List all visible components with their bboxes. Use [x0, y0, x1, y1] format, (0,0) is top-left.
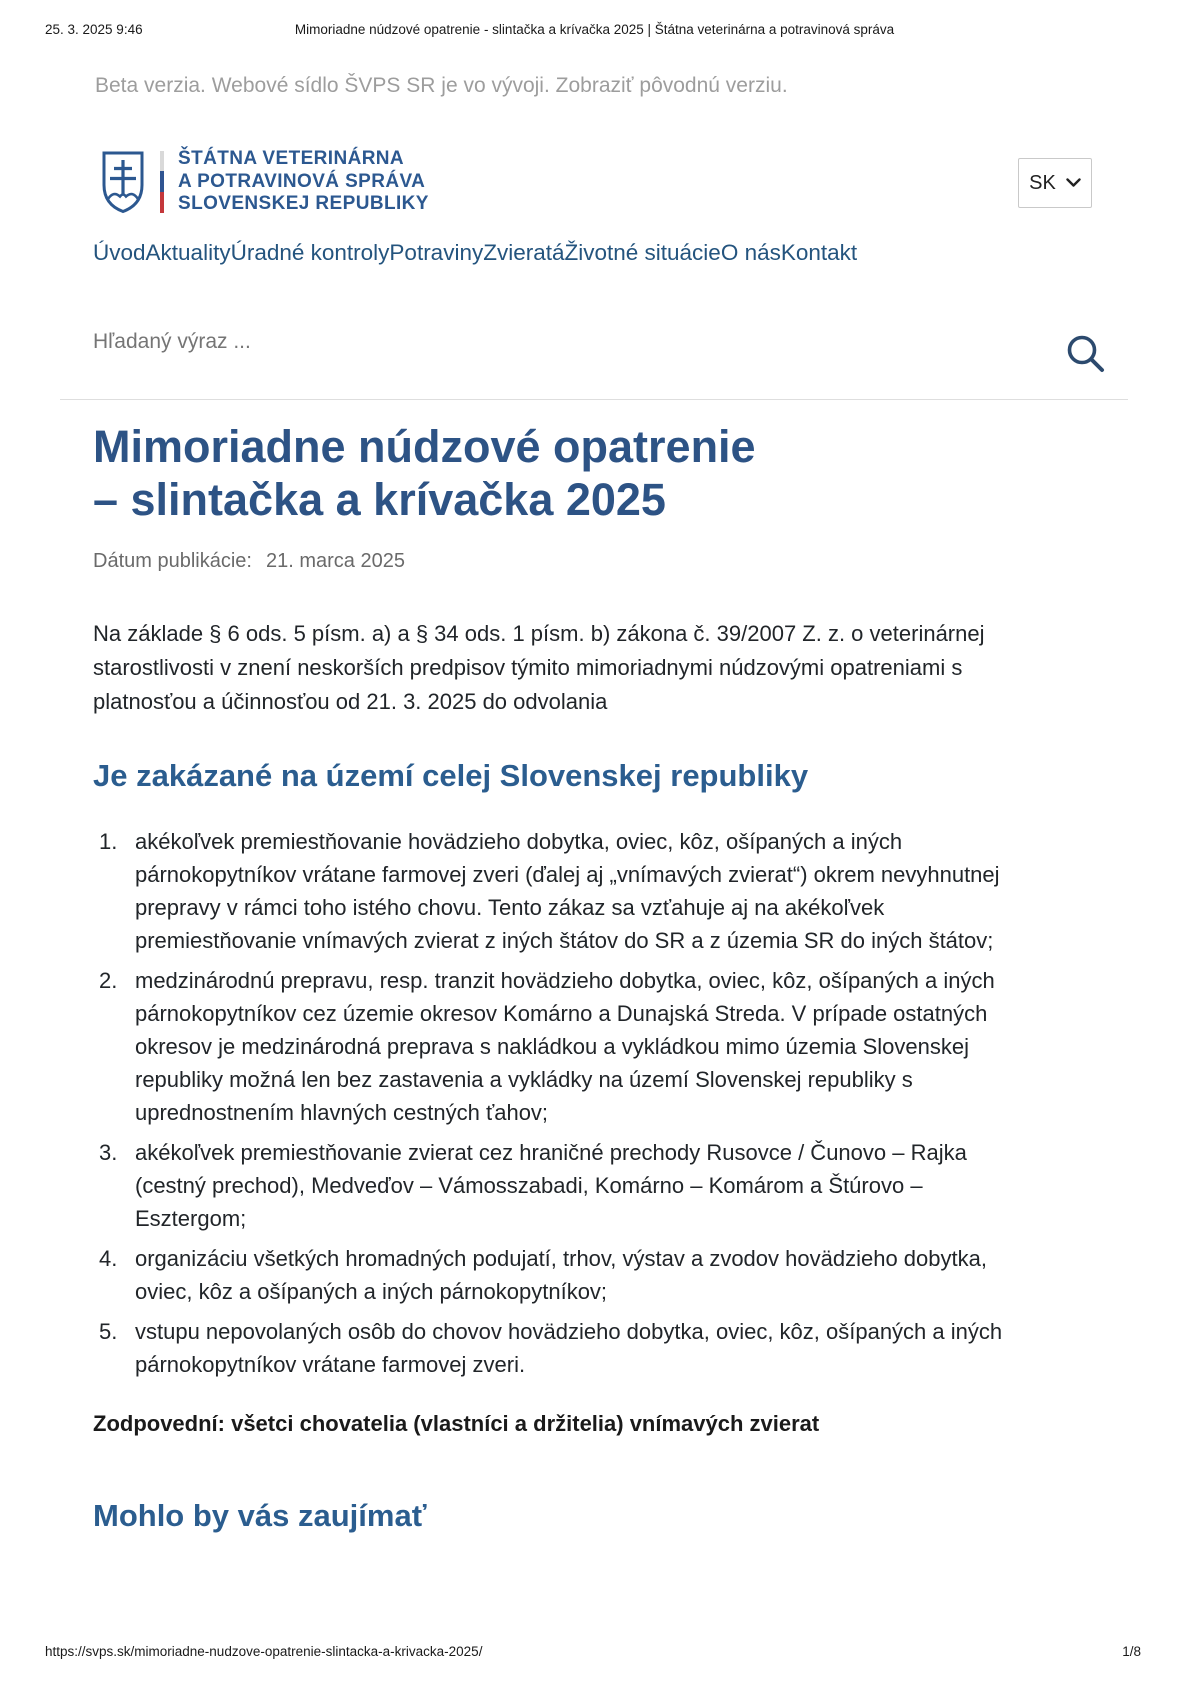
chevron-down-icon: [1066, 178, 1081, 188]
prohibitions-list: [93, 825, 1015, 1381]
print-footer-url: https://svps.sk/mimoriadne-nudzove-opatrenie-slintacka-a-krivacka-2025/: [45, 1644, 483, 1659]
nav-item-uradne-kontroly[interactable]: Úradné kontroly: [230, 240, 390, 265]
search-button[interactable]: [1064, 332, 1108, 376]
print-datetime: 25. 3. 2025 9:46: [45, 22, 143, 37]
flag-stripe-divider: [160, 151, 164, 213]
list-item-3: akékoľvek premiestňovanie zvierat cez hraničné prechody Rusovce / Čunovo – Rajka (cestný prechod), Medveďov – Vámosszabadi, Komárno – Komárom a Štúrovo – Esztergom;: [135, 1140, 967, 1231]
article: [93, 420, 1015, 1534]
section-heading-prohibitions: Je zakázané na území celej Slovenskej republiky: [93, 758, 809, 793]
brand-name: [178, 148, 429, 216]
site-logo[interactable]: [100, 148, 429, 216]
publication-date-value: 21. marca 2025: [265, 550, 405, 572]
responsible-statement: Zodpovední: všetci chovatelia (vlastníci a držitelia) vnímavých zvierat: [93, 1411, 820, 1436]
list-item-1: akékoľvek premiestňovanie hovädzieho dobytka, oviec, kôz, ošípaných a iných párnokopytníkov vrátane farmovej zveri (ďalej aj „vnímavých zvierat“) okrem nevyhnutnej prepravy v rámci toho istého chovu. Tento zákaz sa vzťahuje aj na akékoľvek premiestňovanie vnímavých zvierat z iných štátov do SR a z územia SR do iných štátov;: [135, 829, 1000, 953]
beta-notice-text: Beta verzia. Webové sídlo ŠVPS SR je vo vývoji.: [95, 74, 556, 97]
section-heading-related: Mohlo by vás zaujímať: [93, 1498, 427, 1533]
nav-item-potraviny[interactable]: Potraviny: [389, 240, 484, 265]
intro-paragraph: Na základe § 6 ods. 5 písm. a) a § 34 ods. 1 písm. b) zákona č. 39/2007 Z. z. o veterinárnej starostlivosti v znení neskorších predpisov týmito mimoriadnymi núdzovými opatreniami s platnosťou a účinnosťou od 21. 3. 2025 do odvolania: [93, 621, 985, 714]
search-icon: [1064, 332, 1108, 376]
language-selector[interactable]: [1018, 158, 1092, 208]
publication-date-row: [93, 550, 1015, 573]
page-title: [93, 420, 1015, 526]
publication-date-label: Dátum publikácie:: [93, 550, 252, 572]
page-title-line-1: Mimoriadne núdzové opatrenie: [93, 421, 756, 472]
list-item-5: vstupu nepovolaných osôb do chovov hovädzieho dobytka, oviec, kôz, ošípaných a iných párnokopytníkov vrátane farmovej zveri.: [135, 1319, 1003, 1377]
brand-line-2: A POTRAVINOVÁ SPRÁVA: [178, 170, 426, 192]
search-bar: [60, 310, 1128, 400]
print-header: [45, 22, 1144, 40]
nav-item-zivotne-situacie[interactable]: Životné situácie: [564, 240, 721, 265]
nav-item-kontakt[interactable]: Kontakt: [780, 240, 858, 265]
search-input[interactable]: [93, 330, 853, 354]
list-item-4: organizáciu všetkých hromadných podujatí, trhov, výstav a zvodov hovädzieho dobytka, oviec, kôz a ošípaných a iných párnokopytníkov;: [135, 1246, 987, 1304]
print-page-title: Mimoriadne núdzové opatrenie - slintačka a krívačka 2025 | Štátna veterinárna a potravinová správa: [294, 22, 895, 37]
page-title-line-2: – slintačka a krívačka 2025: [93, 474, 666, 525]
show-original-version-link[interactable]: Zobraziť pôvodnú verziu.: [555, 74, 788, 97]
brand-line-1: ŠTÁTNA VETERINÁRNA: [178, 148, 405, 169]
language-selector-value: SK: [1029, 171, 1056, 194]
slovak-coat-of-arms-icon: [100, 150, 146, 214]
nav-item-o-nas[interactable]: O nás: [720, 240, 781, 265]
beta-notice: [95, 74, 788, 98]
brand-line-3: SLOVENSKEJ REPUBLIKY: [178, 193, 429, 214]
nav-item-zvierata[interactable]: Zvieratá: [483, 240, 565, 265]
main-navigation: [93, 240, 857, 266]
nav-item-aktuality[interactable]: Aktuality: [145, 240, 231, 265]
list-item-2: medzinárodnú prepravu, resp. tranzit hovädzieho dobytka, oviec, kôz, ošípaných a iných párnokopytníkov cez územie okresov Komárno a Dunajská Streda. V prípade ostatných okresov je medzinárodná preprava s nakládkou a vykládkou mimo územia Slovenskej republiky možná len bez zastavenia a vykládky na území Slovenskej republiky s uprednostnením hlavných cestných ťahov;: [135, 968, 995, 1125]
print-footer-page-number: 1/8: [1122, 1644, 1141, 1659]
nav-item-uvod[interactable]: Úvod: [93, 240, 146, 265]
print-footer: [45, 1644, 1141, 1659]
